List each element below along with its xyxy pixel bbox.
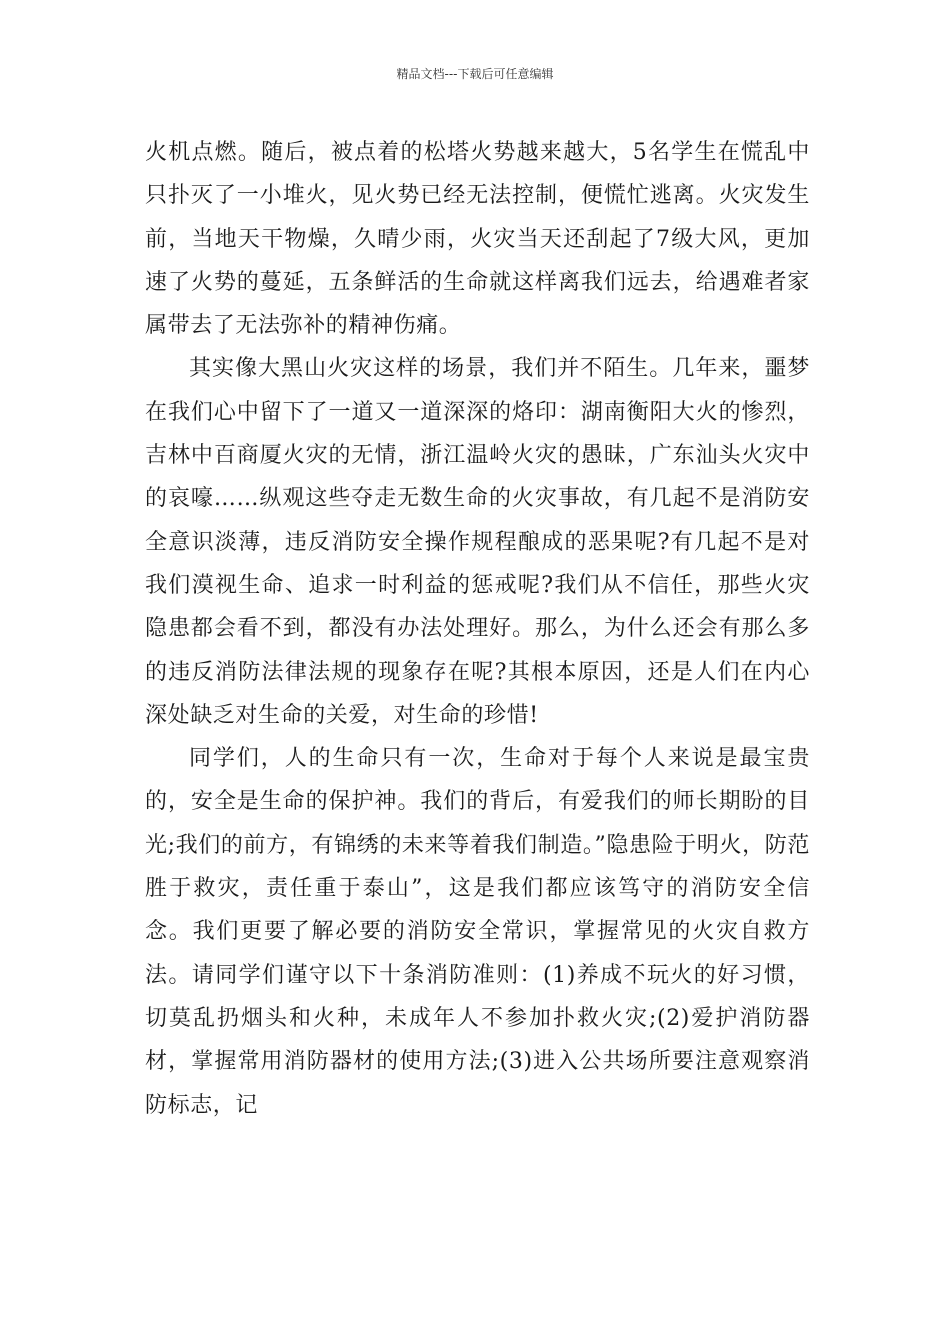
page-header: 精品文档---下载后可任意编辑: [396, 67, 554, 81]
document-body: [145, 131, 810, 1127]
paragraph-continuation: 火机点燃。随后，被点着的松塔火势越来越大，5名学生在慌乱中只扑灭了一小堆火，见火势已经无法控制，便慌忙逃离。火灾发生前，当地天干物燥，久晴少雨，火灾当天还刮起了7级大风，更加速了火势的蔓延，五条鲜活的生命就这样离我们远去，给遇难者家属带去了无法弥补的精神伤痛。: [145, 140, 810, 339]
paragraph-safety-rules: 同学们，人的生命只有一次，生命对于每个人来说是最宝贵的，安全是生命的保护神。我们的背后，有爱我们的师长期盼的目光;我们的前方，有锦绣的未来等着我们制造。”隐患险于明火，防范胜于救灾，责任重于泰山”，这是我们都应该笃守的消防安全信念。我们更要了解必要的消防安全常识，掌握常见的火灾自救方法。请同学们谨守以下十条消防准则：(1)养成不玩火的好习惯，切莫乱扔烟头和火种，未成年人不参加扑救火灾;(2)爱护消防器材，掌握常用消防器材的使用方法;(3)进入公共场所要注意观察消防标志，记: [145, 746, 810, 1118]
paragraph-fire-incidents: 其实像大黑山火灾这样的场景，我们并不陌生。几年来，噩梦在我们心中留下了一道又一道深深的烙印：湖南衡阳大火的惨烈，吉林中百商厦火灾的无情，浙江温岭火灾的愚昧，广东汕头火灾中的哀嚎……纵观这些夺走无数生命的火灾事故，有几起不是消防安全意识淡薄，违反消防安全操作规程酿成的恶果呢?有几起不是对我们漠视生命、追求一时利益的惩戒呢?我们从不信任，那些火灾隐患都会看不到，都没有办法处理好。那么，为什么还会有那么多的违反消防法律法规的现象存在呢?其根本原因，还是人们在内心深处缺乏对生命的关爱，对生命的珍惜!: [145, 356, 810, 728]
